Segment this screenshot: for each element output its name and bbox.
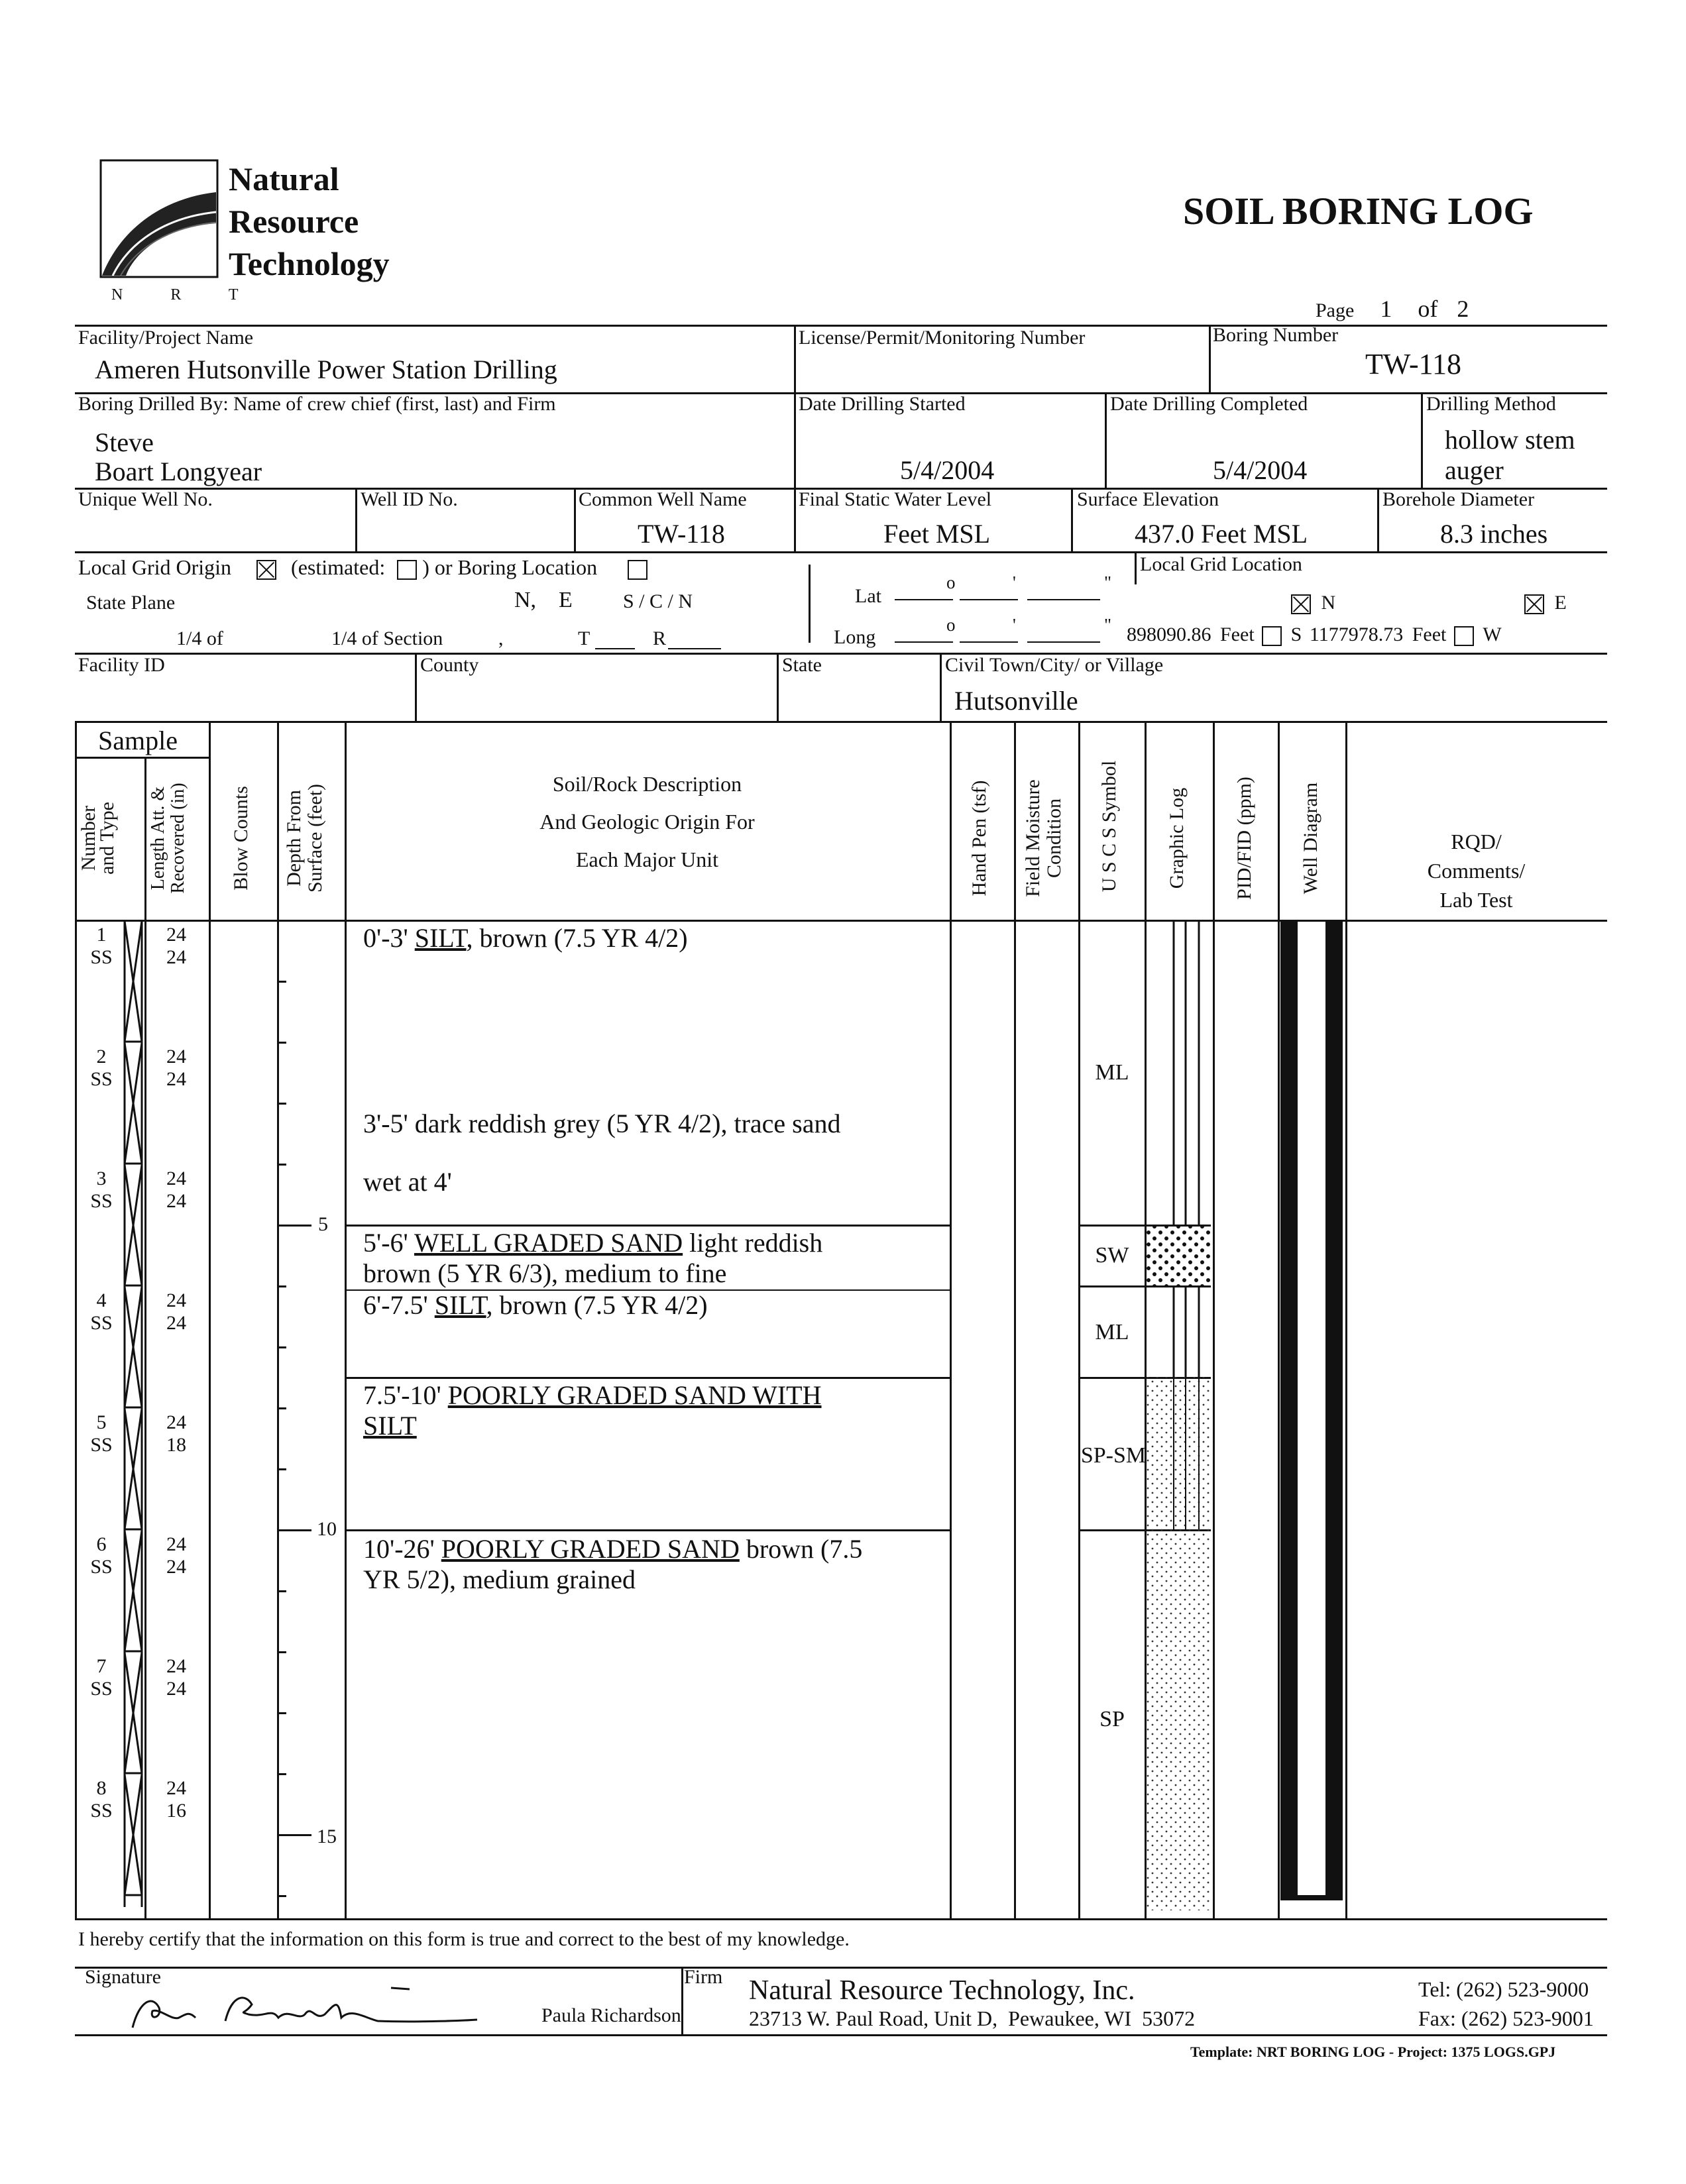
local-grid-location-label: Local Grid Location bbox=[1140, 553, 1302, 575]
sample-type: SS bbox=[90, 1678, 113, 1700]
township-label: T bbox=[578, 628, 590, 649]
well-casing-right bbox=[1325, 921, 1343, 1900]
unit-3-color: light reddish bbox=[683, 1228, 823, 1258]
depth-label-15: 15 bbox=[317, 1826, 337, 1847]
sample-number-type bbox=[85, 1168, 118, 1213]
or-boring-location-label: ) or Boring Location bbox=[422, 555, 598, 579]
well-casing-left bbox=[1280, 921, 1298, 1900]
rqd-header bbox=[1345, 827, 1607, 914]
description-header bbox=[345, 765, 950, 879]
length-recovered-header: Length Att. & Recovered (in) bbox=[148, 783, 188, 894]
page-indicator bbox=[1316, 295, 1469, 323]
sample-number: 2 bbox=[96, 1046, 107, 1067]
sample-length bbox=[156, 1289, 196, 1335]
range-label: R bbox=[653, 628, 667, 649]
unit-3-soil-name: WELL GRADED SAND bbox=[414, 1228, 683, 1258]
firm-label: Firm bbox=[684, 1966, 723, 1988]
common-well-value: TW-118 bbox=[638, 519, 725, 549]
description-header-line-3: Each Major Unit bbox=[575, 847, 719, 871]
sample-type: SS bbox=[90, 1068, 113, 1090]
sample-length-recovered: 24 bbox=[166, 1190, 186, 1212]
sample-type: SS bbox=[90, 1312, 113, 1334]
local-grid-origin-text: Local Grid Origin bbox=[78, 555, 232, 579]
sample-length bbox=[156, 1533, 196, 1578]
unique-well-label: Unique Well No. bbox=[78, 488, 213, 510]
surface-elevation-label: Surface Elevation bbox=[1077, 488, 1219, 510]
drilled-by-label: Boring Drilled By: Name of crew chief (first, last) and Firm bbox=[78, 393, 556, 415]
depth-header: Depth From Surface (feet) bbox=[283, 783, 326, 893]
longitude-label: Long bbox=[834, 626, 876, 648]
firm-address: 23713 W. Paul Road, Unit D, Pewaukee, WI 53072 bbox=[749, 2006, 1196, 2030]
logo-line-3: Technology bbox=[229, 245, 390, 282]
common-well-label: Common Well Name bbox=[579, 488, 747, 510]
drilling-method-value-1: hollow stem bbox=[1445, 425, 1575, 455]
south-checkbox[interactable] bbox=[1262, 626, 1282, 646]
uscs-symbol-ml-2: ML bbox=[1095, 1320, 1129, 1344]
pid-header: PID/FID (ppm) bbox=[1233, 777, 1255, 900]
graphic-log-header: Graphic Log bbox=[1166, 787, 1188, 889]
sample-length-attempted: 24 bbox=[166, 1046, 186, 1067]
sample-length-attempted: 24 bbox=[166, 1533, 186, 1555]
sample-number-type bbox=[85, 924, 118, 969]
boring-number-value: TW-118 bbox=[1365, 348, 1461, 380]
state-plane-label: State Plane bbox=[86, 592, 176, 614]
estimated-label: (estimated: bbox=[291, 555, 386, 579]
long-second-mark: " bbox=[1104, 615, 1112, 635]
facility-value: Ameren Hutsonville Power Station Drilling bbox=[95, 355, 557, 384]
moisture-header: Field Moisture Condition bbox=[1022, 779, 1065, 897]
lat-degree-mark: o bbox=[946, 573, 956, 592]
south-label: S bbox=[1290, 624, 1302, 645]
drilling-method-label: Drilling Method bbox=[1426, 393, 1556, 415]
unit-1-color: , brown (7.5 YR 4/2) bbox=[466, 923, 688, 953]
sample-length-attempted: 24 bbox=[166, 1655, 186, 1677]
page-label: Page bbox=[1316, 300, 1355, 321]
north-feet-label: Feet bbox=[1220, 624, 1255, 645]
ne-label: N, E bbox=[514, 588, 573, 612]
date-completed-value: 5/4/2004 bbox=[1213, 455, 1308, 485]
well-id-label: Well ID No. bbox=[361, 488, 458, 510]
signer-name: Paula Richardson bbox=[541, 2004, 681, 2026]
license-label: License/Permit/Monitoring Number bbox=[799, 327, 1086, 349]
certification-text: I hereby certify that the information on this form is true and correct to the best of my knowledge. bbox=[78, 1928, 850, 1950]
sample-length bbox=[156, 1655, 196, 1700]
unit-4-depth: 6'-7.5' bbox=[363, 1290, 435, 1320]
unit-1-description bbox=[363, 924, 688, 953]
sample-length bbox=[156, 1168, 196, 1213]
grid-coords-row bbox=[1127, 624, 1502, 646]
logo-abbrev: N R T bbox=[111, 286, 252, 303]
hand-pen-header: Hand Pen (tsf) bbox=[968, 780, 990, 897]
unit-4-description bbox=[363, 1291, 708, 1320]
county-label: County bbox=[420, 654, 479, 676]
sample-number-type bbox=[85, 1289, 118, 1335]
sample-length bbox=[156, 1411, 196, 1456]
sample-number-type bbox=[85, 1777, 118, 1822]
sample-number: 3 bbox=[96, 1168, 107, 1189]
sample-length bbox=[156, 1046, 196, 1091]
unit-6-soil-name: POORLY GRADED SAND bbox=[441, 1534, 740, 1564]
local-grid-origin-checkbox[interactable] bbox=[256, 560, 276, 580]
lat-minute-mark: ' bbox=[1013, 573, 1016, 592]
east-feet-label: Feet bbox=[1412, 624, 1447, 645]
sample-number-type bbox=[85, 1046, 118, 1091]
signature-icon bbox=[113, 1981, 484, 2034]
page-number: 1 bbox=[1380, 296, 1392, 322]
town-value: Hutsonville bbox=[954, 686, 1078, 716]
template-note: Template: NRT BORING LOG - Project: 1375 LOGS.GPJ bbox=[1190, 2044, 1556, 2060]
north-checkbox[interactable] bbox=[1291, 594, 1311, 614]
description-header-line-1: Soil/Rock Description bbox=[552, 772, 742, 796]
logo-line-1: Natural bbox=[229, 160, 339, 197]
sample-type: SS bbox=[90, 1434, 113, 1456]
borehole-diameter-value: 8.3 inches bbox=[1440, 519, 1548, 549]
sampler-interval-graphic bbox=[119, 920, 146, 1907]
sample-number: 4 bbox=[96, 1289, 107, 1311]
depth-label-10: 10 bbox=[317, 1518, 337, 1540]
quarter-label: 1/4 of bbox=[176, 628, 223, 649]
boring-location-checkbox[interactable] bbox=[628, 560, 647, 580]
unit-6-color: brown (7.5 bbox=[739, 1534, 863, 1564]
west-checkbox[interactable] bbox=[1454, 626, 1474, 646]
sample-type: SS bbox=[90, 1800, 113, 1822]
sample-length-recovered: 24 bbox=[166, 1678, 186, 1700]
north-checkbox-row bbox=[1291, 592, 1335, 614]
town-label: Civil Town/City/ or Village bbox=[945, 654, 1164, 676]
unit-3-description bbox=[363, 1228, 822, 1258]
latitude-label: Lat bbox=[855, 585, 881, 607]
north-coordinate: 898090.86 bbox=[1127, 624, 1211, 645]
graphic-log bbox=[1146, 920, 1212, 1914]
firm-telephone: Tel: (262) 523-9000 bbox=[1418, 1977, 1589, 2001]
state-label: State bbox=[782, 654, 822, 676]
rqd-header-line-2: Comments/ bbox=[1427, 859, 1526, 883]
drilling-method-value-2: auger bbox=[1445, 455, 1504, 485]
north-label: N bbox=[1321, 592, 1336, 614]
logo-line-2: Resource bbox=[229, 203, 359, 240]
long-minute-mark: ' bbox=[1013, 615, 1016, 635]
uscs-symbol-ml-1: ML bbox=[1095, 1060, 1129, 1085]
unit-6-description bbox=[363, 1535, 862, 1564]
sample-length-recovered: 24 bbox=[166, 1312, 186, 1334]
firm-fax: Fax: (262) 523-9001 bbox=[1418, 2006, 1594, 2030]
date-started-label: Date Drilling Started bbox=[799, 393, 966, 415]
water-level-label: Final Static Water Level bbox=[799, 488, 992, 510]
unit-5-depth: 7.5'-10' bbox=[363, 1380, 448, 1410]
number-type-header: Number and Type bbox=[78, 802, 118, 875]
unit-1-soil-name: SILT bbox=[414, 923, 467, 953]
sample-length-attempted: 24 bbox=[166, 1777, 186, 1799]
facility-label: Facility/Project Name bbox=[78, 327, 254, 349]
facility-id-label: Facility ID bbox=[78, 654, 165, 676]
signature-label: Signature bbox=[85, 1966, 161, 1988]
local-grid-origin-label bbox=[78, 557, 647, 580]
sample-type: SS bbox=[90, 946, 113, 968]
unit-4-color: , brown (7.5 YR 4/2) bbox=[486, 1290, 708, 1320]
unit-5-soil-name: POORLY GRADED SAND WITH bbox=[447, 1380, 822, 1410]
logo-text bbox=[229, 158, 390, 285]
quarter-section-label: 1/4 of Section bbox=[331, 628, 443, 649]
sample-length-recovered: 24 bbox=[166, 1556, 186, 1578]
long-degree-mark: o bbox=[946, 615, 956, 635]
unit-2-description: 3'-5' dark reddish grey (5 YR 4/2), trace sand bbox=[363, 1109, 841, 1138]
uscs-symbol-sw: SW bbox=[1095, 1243, 1129, 1268]
unit-5-description bbox=[363, 1381, 822, 1410]
uscs-symbol-sp-sm: SP-SM bbox=[1080, 1443, 1147, 1468]
lat-second-mark: " bbox=[1104, 573, 1112, 592]
nrt-logo bbox=[99, 159, 219, 278]
unit-6-description-line-2: YR 5/2), medium grained bbox=[363, 1564, 636, 1594]
date-started-value: 5/4/2004 bbox=[900, 455, 995, 485]
west-label: W bbox=[1483, 624, 1502, 645]
section-comma: , bbox=[498, 628, 504, 649]
sample-header: Sample bbox=[98, 726, 178, 755]
drilled-by-name: Steve bbox=[95, 427, 154, 457]
sample-length bbox=[156, 1777, 196, 1822]
form-title: SOIL BORING LOG bbox=[1183, 190, 1534, 233]
boring-number-label: Boring Number bbox=[1213, 324, 1339, 346]
firm-name: Natural Resource Technology, Inc. bbox=[749, 1975, 1135, 2006]
scn-label: S / C / N bbox=[623, 590, 693, 612]
uscs-header: U S C S Symbol bbox=[1098, 760, 1120, 893]
sample-length-recovered: 16 bbox=[166, 1800, 186, 1822]
drilled-by-firm: Boart Longyear bbox=[95, 457, 262, 486]
water-level-value: Feet MSL bbox=[883, 519, 991, 549]
rqd-header-line-3: Lab Test bbox=[1439, 888, 1513, 912]
sample-number: 8 bbox=[96, 1777, 107, 1799]
unit-3-description-line-2: brown (5 YR 6/3), medium to fine bbox=[363, 1258, 727, 1288]
unit-3-depth: 5'-6' bbox=[363, 1228, 415, 1258]
east-coordinate: 1177978.73 bbox=[1309, 624, 1404, 645]
sample-length bbox=[156, 924, 196, 969]
logo-mark-icon bbox=[99, 159, 219, 278]
blow-counts-header: Blow Counts bbox=[230, 786, 252, 891]
sample-type: SS bbox=[90, 1190, 113, 1212]
sample-length-attempted: 24 bbox=[166, 1289, 186, 1311]
east-checkbox[interactable] bbox=[1524, 594, 1544, 614]
unit-4-soil-name: SILT bbox=[434, 1290, 486, 1320]
sample-number-type bbox=[85, 1655, 118, 1700]
page-total: 2 bbox=[1457, 296, 1469, 322]
sample-length-recovered: 24 bbox=[166, 946, 186, 968]
sample-length-recovered: 24 bbox=[166, 1068, 186, 1090]
rqd-header-line-1: RQD/ bbox=[1451, 830, 1502, 853]
uscs-symbol-sp: SP bbox=[1099, 1707, 1125, 1731]
unit-6-depth: 10'-26' bbox=[363, 1534, 441, 1564]
sample-number-type bbox=[85, 1411, 118, 1456]
sample-number: 6 bbox=[96, 1533, 107, 1555]
borehole-diameter-label: Borehole Diameter bbox=[1382, 488, 1535, 510]
date-completed-label: Date Drilling Completed bbox=[1110, 393, 1308, 415]
sample-length-attempted: 24 bbox=[166, 1411, 186, 1433]
estimated-checkbox[interactable] bbox=[397, 560, 417, 580]
unit-2-note: wet at 4' bbox=[363, 1167, 452, 1197]
unit-5-description-line-2: SILT bbox=[363, 1411, 417, 1441]
sample-type: SS bbox=[90, 1556, 113, 1578]
surface-elevation-value: 437.0 Feet MSL bbox=[1135, 519, 1308, 549]
well-diagram-header: Well Diagram bbox=[1300, 782, 1321, 895]
sample-number-type bbox=[85, 1533, 118, 1578]
description-header-line-2: And Geologic Origin For bbox=[539, 810, 755, 834]
depth-label-5: 5 bbox=[318, 1213, 328, 1235]
sample-number: 7 bbox=[96, 1655, 107, 1677]
sample-length-attempted: 24 bbox=[166, 1168, 186, 1189]
sample-length-attempted: 24 bbox=[166, 924, 186, 946]
east-label: E bbox=[1554, 592, 1567, 614]
east-checkbox-row bbox=[1524, 592, 1567, 614]
sample-length-recovered: 18 bbox=[166, 1434, 186, 1456]
unit-1-depth: 0'-3' bbox=[363, 923, 415, 953]
page-of: of bbox=[1418, 296, 1438, 322]
well-casing-bottom bbox=[1280, 1895, 1343, 1900]
sample-number: 5 bbox=[96, 1411, 107, 1433]
sample-number: 1 bbox=[96, 924, 107, 946]
